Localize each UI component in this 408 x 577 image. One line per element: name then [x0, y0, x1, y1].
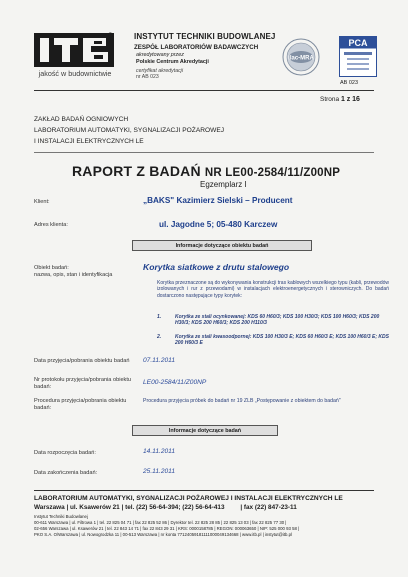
footer-title: LABORATORIUM AUTOMATYKI, SYGNALIZACJI POŻAROWEJ I INSTALACJI ELEKTRYCZNYCH LE: [34, 495, 343, 502]
item-number: 2.: [157, 334, 162, 340]
start-date-value: 14.11.2011: [143, 448, 176, 455]
pca-number: AB 023: [340, 80, 359, 86]
object-description: Korytka przeznaczone są do wykonywania konstrukcji tras kablowych wszelkiego typu (kabli, przewodów izolowanych i rur z przewodami) w instalacjach elektroenergetycznych i sterowniczych. Do badań dostarczono następujące typy korytek:: [157, 280, 389, 299]
page-indicator: [320, 96, 360, 103]
department-line: LABORATORIUM AUTOMATYKI, SYGNALIZACJI POŻAROWEJ: [34, 126, 225, 134]
item-text: Korytka ze stali ocynkowanej: KDS 60 H60/3; KDS 100 H30/3; KDS 100 H60/3; KDS 200 H30/3; KDS 200 H60/3; KDS 200 H110/3: [175, 314, 380, 327]
header-divider: [34, 90, 374, 91]
client-value: „BAKS" Kazimierz Sielski – Producent: [143, 196, 293, 205]
department-block: [34, 115, 224, 147]
report-title: [72, 163, 340, 179]
object-section-header: Informacje dotyczące obiektu badań: [132, 240, 312, 251]
page-label: Strona: [320, 96, 340, 103]
footer-line: 00-611 Warszawa | ul. Filtrowa 1 | tel. 22 825 04 71 | fax 22 825 52 86 | Dyrektor tel. 22 825 28 85 | 22 825 13 03 | fax 22 825 77 30 |: [34, 520, 287, 525]
footer-divider: [34, 490, 374, 491]
procedure-value: Procedura przyjęcia próbek do badań nr 19 ZLB „Postępowanie z obiektem do badań": [143, 398, 341, 404]
address-value: ul. Jagodne 5; 05-480 Karczew: [159, 220, 278, 229]
ilac-label: ilac-MRA: [288, 55, 314, 62]
end-date-label: Data zakończenia badań:: [34, 470, 98, 476]
object-label: Obiekt badań:: [34, 265, 69, 271]
footer-address: [34, 504, 297, 511]
footer-fax: | fax (22) 847-23-11: [240, 504, 297, 511]
report-title-text: RAPORT Z BADAŃ: [72, 163, 201, 179]
end-date-value: 25.11.2011: [143, 468, 176, 475]
report-number: NR LE00-2584/11/Z00NP: [204, 167, 341, 179]
footer-address-text: Warszawa | ul. Ksawerów 21 | tel. (22) 56-64-394; (22) 56-64-413: [34, 504, 225, 511]
department-line: I INSTALACJI ELEKTRYCZNYCH LE: [34, 137, 144, 145]
page-number: 1: [340, 96, 345, 103]
protocol-label: Nr protokołu przyjęcia/pobrania obiektu: [34, 377, 132, 383]
test-section-header: Informacje dotyczące badań: [132, 425, 278, 436]
footer-line: Instytut Techniki Budowlanej: [34, 514, 88, 519]
protocol-value: LE00-2584/11/Z00NP: [143, 379, 207, 386]
procedure-label: Procedura przyjęcia/pobrania obiektu: [34, 398, 127, 404]
pca-label: PCA: [348, 38, 368, 48]
registered-mark-icon: ®: [107, 31, 114, 41]
footer-line: PKO S.A. O/Warszawa | ul. Nowogrodzka 11 | 00-513 Warszawa | nr konta 77124059181111000049134668 | www.itb.pl | instytut@itb.pl: [34, 532, 292, 537]
page-total: z 16: [346, 96, 360, 103]
client-label: Klient:: [34, 199, 50, 205]
receipt-date-label: Data przyjęcia/pobrania obiektu badań: [34, 358, 130, 364]
certificate-line-2: nr AB 023: [136, 74, 159, 80]
accreditation-line-1: akredytowany przez: [136, 52, 184, 58]
ilac-mra-seal-icon: [281, 37, 321, 77]
org-name: INSTYTUT TECHNIKI BUDOWLANEJ: [134, 32, 276, 41]
footer-line: 02-656 Warszawa | ul. Ksawerów 21 | tel. 22 843 14 71 | fax 22 843 29 31 | KRS: 0000158785 | REGON: 000063650 | NIP: 525 000 93 58 |: [34, 526, 300, 531]
logo-tagline: jakość w budownictwie: [38, 69, 112, 78]
object-name: Korytka siatkowe z drutu stalowego: [143, 262, 290, 272]
protocol-label-sub: badań:: [34, 384, 52, 390]
item-text: Korytka ze stali kwasoodpornej: KDS 100 H30/3 E; KDS 60 H60/3 E; KDS 100 H60/3 E; KDS 200 H60/3 E: [175, 334, 389, 347]
item-number: 1.: [157, 314, 162, 320]
address-label: Adres klienta:: [34, 222, 68, 228]
copy-label: Egzemplarz I: [200, 180, 247, 189]
org-unit: ZESPÓŁ LABORATORIÓW BADAWCZYCH: [134, 44, 259, 51]
object-label-sub: nazwa, opis, stan i identyfikacja: [34, 272, 113, 278]
title-divider: [34, 152, 374, 153]
accreditation-line-2: Polskie Centrum Akredytacji: [136, 59, 209, 65]
procedure-label-sub: badań:: [34, 405, 52, 411]
start-date-label: Data rozpoczęcia badań:: [34, 450, 96, 456]
pca-badge-icon: [339, 36, 377, 80]
department-line: ZAKŁAD BADAŃ OGNIOWYCH: [34, 116, 129, 123]
certificate-line-1: certyfikat akredytacji: [136, 68, 183, 74]
receipt-date-value: 07.11.2011: [143, 357, 176, 364]
